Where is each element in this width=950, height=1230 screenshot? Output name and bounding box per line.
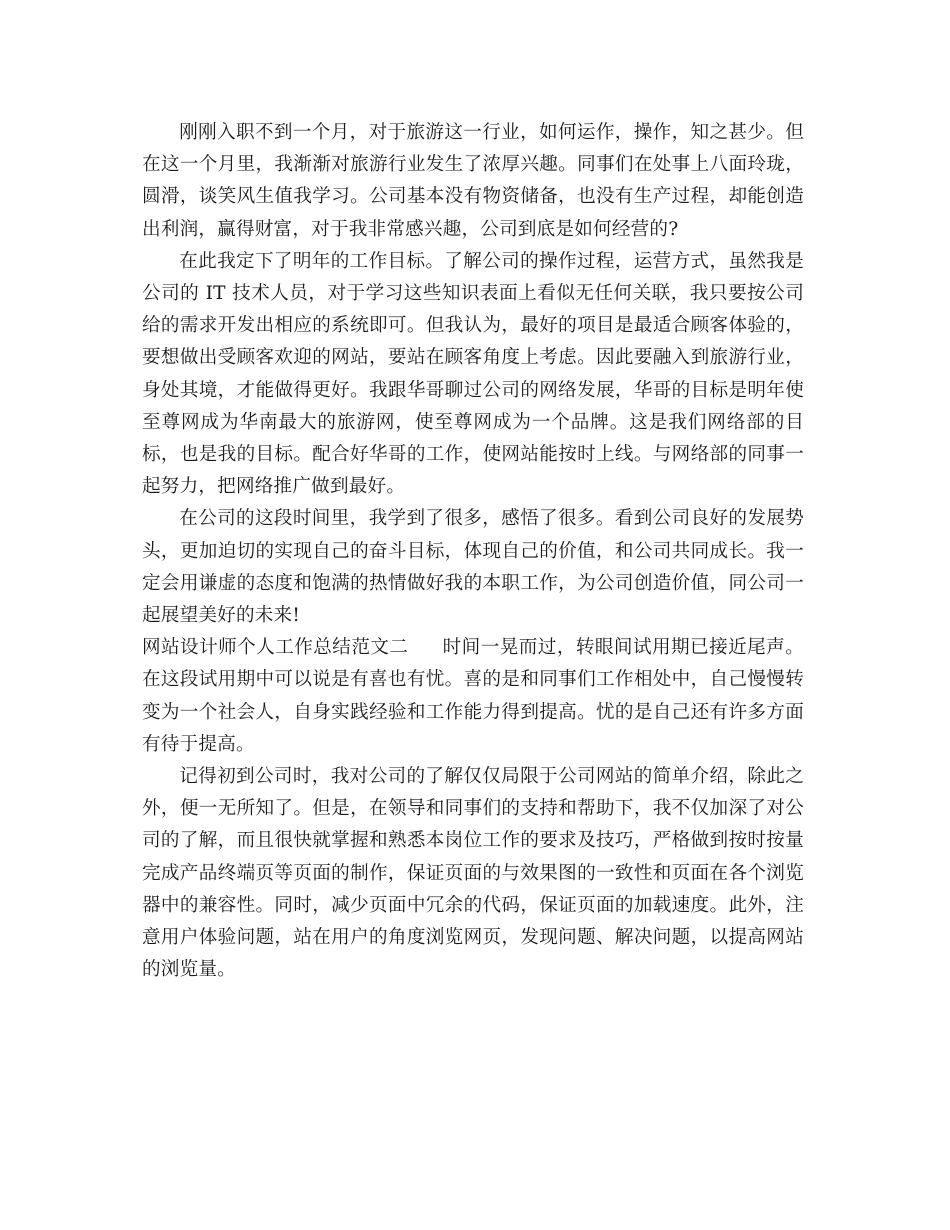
paragraph-intro: 刚刚入职不到一个月，对于旅游这一行业，如何运作，操作，知之甚少。但在这一个月里，我渐渐对旅游行业发生了浓厚兴趣。同事们在处事上八面玲珑，圆滑，谈笑风生值我学习。公司基本没有物资储备，也没有生产过程，却能创造出利润，赢得财富，对于我非常感兴趣，公司到底是如何经营的? <box>142 122 804 240</box>
section-title: 网站设计师个人工作总结范文二 <box>142 637 409 659</box>
paragraph-final: 记得初到公司时，我对公司的了解仅仅局限于公司网站的简单介绍，除此之外，便一无所知了。但是，在领导和同事们的支持和帮助下，我不仅加深了对公司的了解，而且很快就掌握和熟悉本岗位工作的要求及技巧，严格做到按时按量完成产品终端页等页面的制作，保证页面的与效果图的一致性和页面在各个浏览器中的兼容性。同时，减少页面中冗余的代码，保证页面的加载速度。此外，注意用户体验问题，站在用户的角度浏览网页，发现问题、解决问题，以提高网站的浏览量。 <box>142 766 804 981</box>
section-intro: 时间一晃而过，转眼间试用期已接近尾声。在这段试用期中可以说是有喜也有忧。喜的是和同事们工作相处中，自己慢慢转变为一个社会人，自身实践经验和工作能力得到提高。忧的是自己还有许多方面有待于提高。 <box>142 637 804 755</box>
paragraph-growth: 在公司的这段时间里，我学到了很多，感悟了很多。看到公司良好的发展势头，更加迫切的实现自己的奋斗目标，体现自己的价值，和公司共同成长。我一定会用谦虚的态度和饱满的热情做好我的本职工作，为公司创造价值，同公司一起展望美好的未来! <box>142 508 804 627</box>
document-body <box>142 117 804 986</box>
paragraph-goals: 在此我定下了明年的工作目标。了解公司的操作过程，运营方式，虽然我是公司的 IT 技术人员，对于学习这些知识表面上看似无任何关联，我只要按公司给的需求开发出相应的系统即可。但我认为，最好的项目是最适合顾客体验的，要想做出受顾客欢迎的网站，要站在顾客角度上考虑。因此要融入到旅游行业，身处其境，才能做得更好。我跟华哥聊过公司的网络发展，华哥的目标是明年使至尊网成为华南最大的旅游网，使至尊网成为一个品牌。这是我们网络部的目标，也是我的目标。配合好华哥的工作，使网站能按时上线。与网络部的同事一起努力，把网络推广做到最好。 <box>142 250 804 498</box>
section-two-paragraph <box>142 632 804 761</box>
